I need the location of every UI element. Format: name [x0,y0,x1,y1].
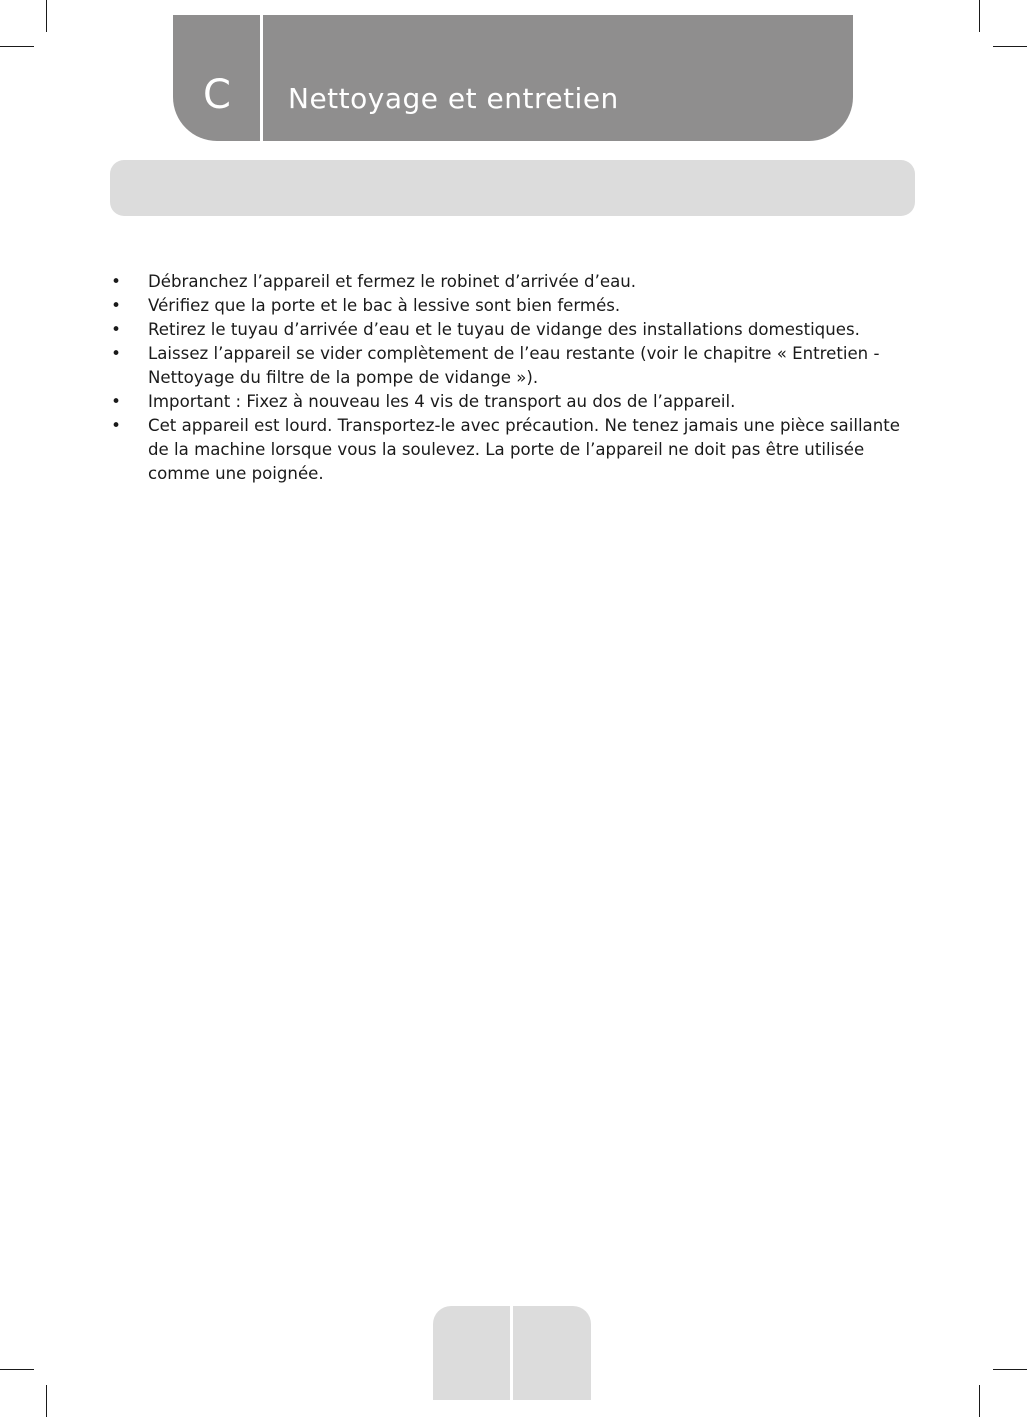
chapter-header [173,15,853,141]
bullet-icon: • [111,344,121,363]
bullet-icon: • [111,320,121,339]
chapter-title: Nettoyage et entretien [288,82,619,115]
bullet-icon: • [111,392,121,411]
header-divider [260,15,263,141]
list-item [110,342,918,390]
list-item-text: Important : Fixez à nouveau les 4 vis de transport au dos de l’appareil. [148,392,736,411]
crop-mark-top-left-horizontal [0,46,34,47]
list-item [110,390,918,414]
bullet-icon: • [111,272,121,291]
list-item-text: Vérifiez que la porte et le bac à lessive sont bien fermés. [148,296,621,315]
list-item [110,318,918,342]
list-item [110,294,918,318]
chapter-letter: C [203,72,231,118]
crop-mark-top-right-horizontal [993,46,1027,47]
page-number-tab [433,1306,591,1400]
list-item-text: Laissez l’appareil se vider complètement de l’eau restante (voir le chapitre « Entretien - Nettoyage du filtre de la pompe de vidange »). [148,344,880,387]
list-item [110,270,918,294]
crop-mark-bottom-right-horizontal [993,1369,1027,1370]
instruction-list [110,270,918,486]
bullet-icon: • [111,416,121,435]
list-item-text: Débranchez l’appareil et fermez le robinet d’arrivée d’eau. [148,272,637,291]
list-item-text: Retirez le tuyau d’arrivée d’eau et le tuyau de vidange des installations domestiques. [148,320,860,339]
list-item [110,414,918,486]
crop-mark-top-left-vertical [46,0,47,32]
section-title-bar [110,160,915,216]
bullet-icon: • [111,296,121,315]
crop-mark-top-right-vertical [979,0,980,32]
crop-mark-bottom-left-horizontal [0,1369,34,1370]
crop-mark-bottom-left-vertical [46,1385,47,1417]
crop-mark-bottom-right-vertical [979,1385,980,1417]
page-tab-divider [510,1306,513,1400]
list-item-text: Cet appareil est lourd. Transportez-le avec précaution. Ne tenez jamais une pièce saillante de la machine lorsque vous la soulevez. La porte de l’appareil ne doit pas être utilisée comme une poignée. [148,416,900,483]
